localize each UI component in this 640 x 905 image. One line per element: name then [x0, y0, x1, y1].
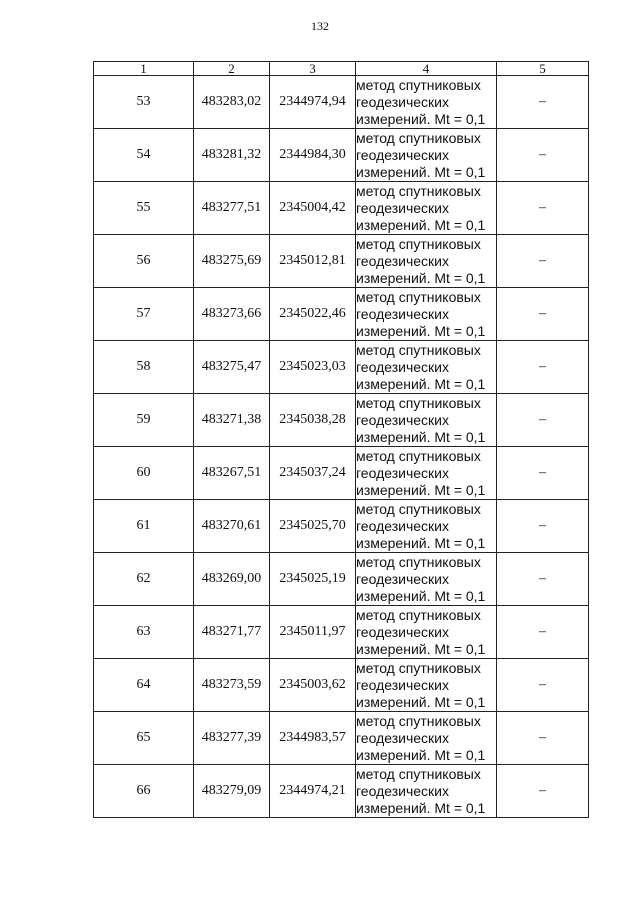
- method-cell: [356, 659, 497, 712]
- x-coordinate-cell: 483277,39: [194, 712, 270, 765]
- method-line: геодезических: [356, 464, 449, 481]
- point-number-cell: 57: [94, 288, 194, 341]
- note-cell: –: [497, 394, 589, 447]
- table-header-row: [94, 62, 589, 76]
- note-cell: –: [497, 182, 589, 235]
- method-line: метод спутниковых: [356, 712, 481, 729]
- method-cell: [356, 76, 497, 129]
- note-cell: –: [497, 76, 589, 129]
- page-number: 132: [311, 19, 329, 33]
- method-line: геодезических: [356, 782, 449, 799]
- method-line: геодезических: [356, 623, 449, 640]
- y-coordinate-cell: 2345022,46: [270, 288, 356, 341]
- point-number-cell: 60: [94, 447, 194, 500]
- method-line: метод спутниковых: [356, 235, 481, 252]
- y-coordinate-cell: 2345012,81: [270, 235, 356, 288]
- table-row: [94, 553, 589, 606]
- y-coordinate-cell: 2344983,57: [270, 712, 356, 765]
- x-coordinate-cell: 483270,61: [194, 500, 270, 553]
- x-coordinate-cell: 483267,51: [194, 447, 270, 500]
- method-line: метод спутниковых: [356, 182, 481, 199]
- x-coordinate-cell: 483275,47: [194, 341, 270, 394]
- method-cell: [356, 341, 497, 394]
- method-line: геодезических: [356, 252, 449, 269]
- note-cell: –: [497, 712, 589, 765]
- point-number-cell: 61: [94, 500, 194, 553]
- y-coordinate-cell: 2345025,19: [270, 553, 356, 606]
- table-row: [94, 235, 589, 288]
- method-cell: [356, 765, 497, 818]
- y-coordinate-cell: 2345011,97: [270, 606, 356, 659]
- note-cell: –: [497, 500, 589, 553]
- note-cell: –: [497, 553, 589, 606]
- method-line: измерений. Mt = 0,1: [356, 746, 486, 763]
- method-line: метод спутниковых: [356, 288, 481, 305]
- note-cell: –: [497, 659, 589, 712]
- method-line: измерений. Mt = 0,1: [356, 640, 486, 657]
- method-line: измерений. Mt = 0,1: [356, 587, 486, 604]
- method-line: метод спутниковых: [356, 500, 481, 517]
- table-row: [94, 712, 589, 765]
- x-coordinate-cell: 483277,51: [194, 182, 270, 235]
- x-coordinate-cell: 483269,00: [194, 553, 270, 606]
- point-number-cell: 62: [94, 553, 194, 606]
- method-cell: [356, 394, 497, 447]
- point-number-cell: 55: [94, 182, 194, 235]
- y-coordinate-cell: 2344974,21: [270, 765, 356, 818]
- table-row: [94, 500, 589, 553]
- method-line: геодезических: [356, 570, 449, 587]
- note-cell: –: [497, 288, 589, 341]
- method-line: измерений. Mt = 0,1: [356, 428, 486, 445]
- point-number-cell: 59: [94, 394, 194, 447]
- point-number-cell: 64: [94, 659, 194, 712]
- table-row: [94, 76, 589, 129]
- method-line: измерений. Mt = 0,1: [356, 375, 486, 392]
- table-row: [94, 659, 589, 712]
- y-coordinate-cell: 2344974,94: [270, 76, 356, 129]
- column-header-1: 1: [94, 62, 194, 76]
- point-number-cell: 53: [94, 76, 194, 129]
- method-line: измерений. Mt = 0,1: [356, 163, 486, 180]
- method-line: геодезических: [356, 146, 449, 163]
- point-number-cell: 66: [94, 765, 194, 818]
- method-line: метод спутниковых: [356, 659, 481, 676]
- table-row: [94, 447, 589, 500]
- method-line: метод спутниковых: [356, 341, 481, 358]
- x-coordinate-cell: 483271,77: [194, 606, 270, 659]
- y-coordinate-cell: 2345037,24: [270, 447, 356, 500]
- y-coordinate-cell: 2344984,30: [270, 129, 356, 182]
- method-line: метод спутниковых: [356, 76, 481, 93]
- table-row: [94, 606, 589, 659]
- method-cell: [356, 500, 497, 553]
- y-coordinate-cell: 2345004,42: [270, 182, 356, 235]
- column-header-3: 3: [270, 62, 356, 76]
- table-row: [94, 288, 589, 341]
- x-coordinate-cell: 483281,32: [194, 129, 270, 182]
- column-header-2: 2: [194, 62, 270, 76]
- column-header-5: 5: [497, 62, 589, 76]
- x-coordinate-cell: 483283,02: [194, 76, 270, 129]
- method-line: геодезических: [356, 676, 449, 693]
- x-coordinate-cell: 483271,38: [194, 394, 270, 447]
- method-line: метод спутниковых: [356, 129, 481, 146]
- method-line: геодезических: [356, 729, 449, 746]
- table-row: [94, 129, 589, 182]
- column-header-4: 4: [356, 62, 497, 76]
- method-cell: [356, 447, 497, 500]
- method-line: метод спутниковых: [356, 606, 481, 623]
- table-row: [94, 394, 589, 447]
- point-number-cell: 65: [94, 712, 194, 765]
- table-row: [94, 765, 589, 818]
- method-cell: [356, 712, 497, 765]
- method-line: измерений. Mt = 0,1: [356, 110, 486, 127]
- table-body: [94, 76, 589, 818]
- method-cell: [356, 235, 497, 288]
- method-line: геодезических: [356, 411, 449, 428]
- table-row: [94, 341, 589, 394]
- method-line: метод спутниковых: [356, 447, 481, 464]
- x-coordinate-cell: 483279,09: [194, 765, 270, 818]
- x-coordinate-cell: 483275,69: [194, 235, 270, 288]
- method-line: метод спутниковых: [356, 394, 481, 411]
- method-line: измерений. Mt = 0,1: [356, 481, 486, 498]
- method-cell: [356, 553, 497, 606]
- method-cell: [356, 129, 497, 182]
- y-coordinate-cell: 2345038,28: [270, 394, 356, 447]
- coordinates-table: [93, 61, 589, 818]
- note-cell: –: [497, 129, 589, 182]
- method-line: измерений. Mt = 0,1: [356, 534, 486, 551]
- method-line: метод спутниковых: [356, 765, 481, 782]
- y-coordinate-cell: 2345003,62: [270, 659, 356, 712]
- method-line: геодезических: [356, 199, 449, 216]
- method-line: геодезических: [356, 358, 449, 375]
- method-line: измерений. Mt = 0,1: [356, 269, 486, 286]
- method-line: измерений. Mt = 0,1: [356, 322, 486, 339]
- x-coordinate-cell: 483273,66: [194, 288, 270, 341]
- note-cell: –: [497, 235, 589, 288]
- table-row: [94, 182, 589, 235]
- method-cell: [356, 288, 497, 341]
- point-number-cell: 63: [94, 606, 194, 659]
- note-cell: –: [497, 606, 589, 659]
- point-number-cell: 58: [94, 341, 194, 394]
- y-coordinate-cell: 2345025,70: [270, 500, 356, 553]
- note-cell: –: [497, 341, 589, 394]
- x-coordinate-cell: 483273,59: [194, 659, 270, 712]
- note-cell: –: [497, 447, 589, 500]
- method-line: геодезических: [356, 93, 449, 110]
- method-line: измерений. Mt = 0,1: [356, 693, 486, 710]
- method-cell: [356, 182, 497, 235]
- method-line: измерений. Mt = 0,1: [356, 216, 486, 233]
- note-cell: –: [497, 765, 589, 818]
- method-cell: [356, 606, 497, 659]
- method-line: геодезических: [356, 305, 449, 322]
- point-number-cell: 54: [94, 129, 194, 182]
- method-line: метод спутниковых: [356, 553, 481, 570]
- method-line: измерений. Mt = 0,1: [356, 799, 486, 816]
- point-number-cell: 56: [94, 235, 194, 288]
- method-line: геодезических: [356, 517, 449, 534]
- y-coordinate-cell: 2345023,03: [270, 341, 356, 394]
